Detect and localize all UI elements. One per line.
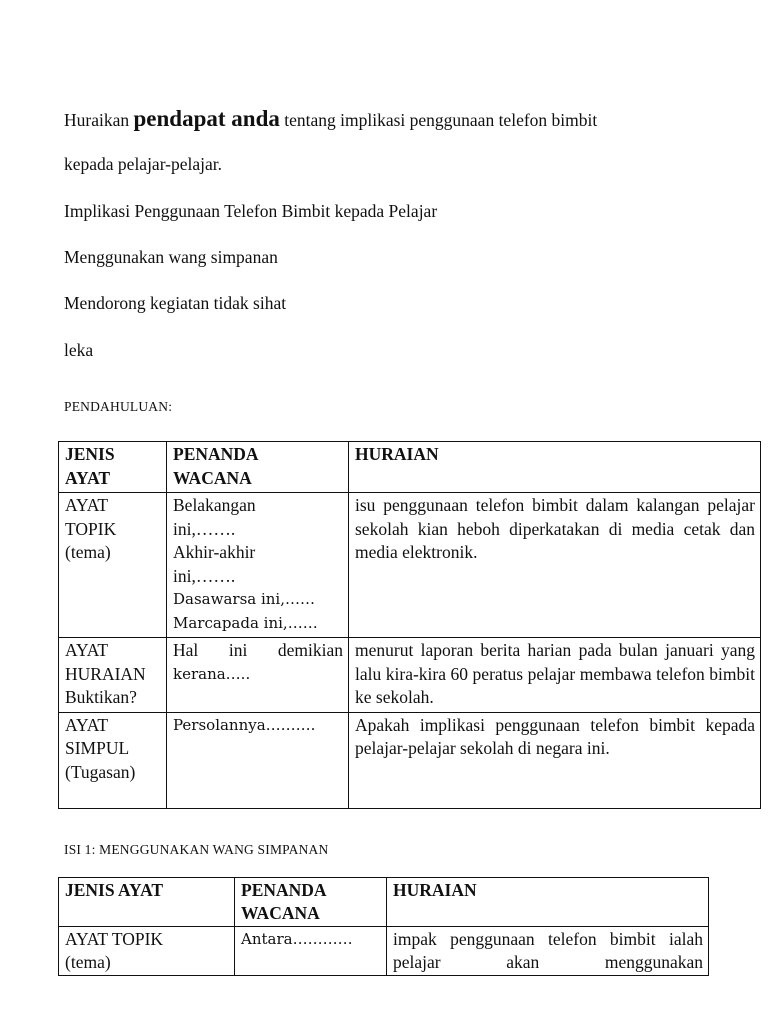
row2-penanda-line-1: Hal ini demikian [173,640,343,660]
header-jenis-line-1: JENIS [65,444,115,464]
outline-title: Implikasi Penggunaan Telefon Bimbit kepada Pelajar [64,201,438,221]
row1-jenis [59,493,167,638]
header-penanda-line-2: WACANA [173,467,252,488]
row1-penanda-line-6: Marcapada ini,…… [173,613,318,632]
header-huraian: HURAIAN [349,442,761,493]
row2-penanda [167,638,349,713]
row2-jenis-line-3: Buktikan? [65,687,137,707]
row3-penanda-line-1: Persolannya………. [173,715,316,734]
question-line-1 [64,108,597,131]
row2-jenis-line-2: HURAIAN [65,663,146,684]
row3-jenis-line-3: (Tugasan) [65,761,136,782]
row1-penanda-line-1: Belakangan [173,495,256,515]
row3-jenis [59,712,167,808]
row1-penanda-line-2: ini,……. [173,518,236,539]
table-row [59,927,709,976]
row3-penanda [167,712,349,808]
outline-point-2: Mendorong kegiatan tidak sihat [64,293,287,313]
table-row [59,493,761,638]
question-suffix: tentang implikasi penggunaan telefon bimbit [284,110,598,130]
row3-huraian: Apakah implikasi penggunaan telefon bimbit kepada pelajar-pelajar sekolah di negara ini. [349,712,761,808]
header-jenis-line-2: AYAT [65,467,111,488]
isi1-row1-jenis-line-2: (tema) [65,951,111,972]
isi1-row1-penanda [235,927,387,976]
row1-huraian: isu penggunaan telefon bimbit dalam kalangan pelajar sekolah kian heboh diperkatakan di media cetak dan media elektronik. [349,493,761,638]
isi1-row1-penanda-text: Antara………… [241,930,353,948]
section2-heading: ISI 1: MENGGUNAKAN WANG SIMPANAN [64,842,329,857]
header-jenis-ayat: JENIS AYAT [59,878,235,927]
header-jenis-ayat [59,442,167,493]
header-penanda-wacana [235,878,387,927]
header-penanda-line-2: WACANA [241,902,320,923]
row3-jenis-line-2: SIMPUL [65,738,130,758]
isi1-row1-jenis [59,927,235,976]
row2-jenis [59,638,167,713]
row2-huraian: menurut laporan berita harian pada bulan januari yang lalu kira-kira 60 peratus pelajar membawa telefon bimbit ke sekolah. [349,638,761,713]
header-penanda-line-1: PENANDA [241,880,327,900]
section1-heading: PENDAHULUAN: [64,399,173,414]
header-penanda-line-1: PENANDA [173,444,259,464]
question-emphasis: pendapat anda [133,106,280,131]
pendahuluan-table [58,441,761,809]
table-header-row [59,878,709,927]
outline-point-3: leka [64,340,94,360]
row1-penanda-line-3: Akhir-akhir [173,542,256,562]
header-huraian: HURAIAN [387,878,709,927]
row1-penanda [167,493,349,638]
table-row [59,712,761,808]
isi1-row1-huraian: impak penggunaan telefon bimbit ialah pelajar akan menggunakan [387,927,709,976]
isi1-row1-jenis-line-1: AYAT TOPIK [65,929,164,949]
question-line-2: kepada pelajar-pelajar. [64,154,223,174]
outline-point-1: Menggunakan wang simpanan [64,247,278,267]
row1-jenis-line-2: TOPIK [65,518,117,539]
header-penanda-wacana [167,442,349,493]
row1-penanda-line-4: ini,……. [173,565,236,586]
row3-jenis-line-1: AYAT [65,714,109,735]
question-prefix: Huraikan [64,110,130,130]
row1-jenis-line-3: (tema) [65,542,111,562]
table-header-row [59,442,761,493]
row1-penanda-line-5: Dasawarsa ini,…… [173,590,315,608]
row2-jenis-line-1: AYAT [65,640,109,660]
table-row [59,638,761,713]
row2-penanda-line-2: kerana….. [173,664,251,683]
isi1-table [58,877,709,976]
row1-jenis-line-1: AYAT [65,495,109,515]
